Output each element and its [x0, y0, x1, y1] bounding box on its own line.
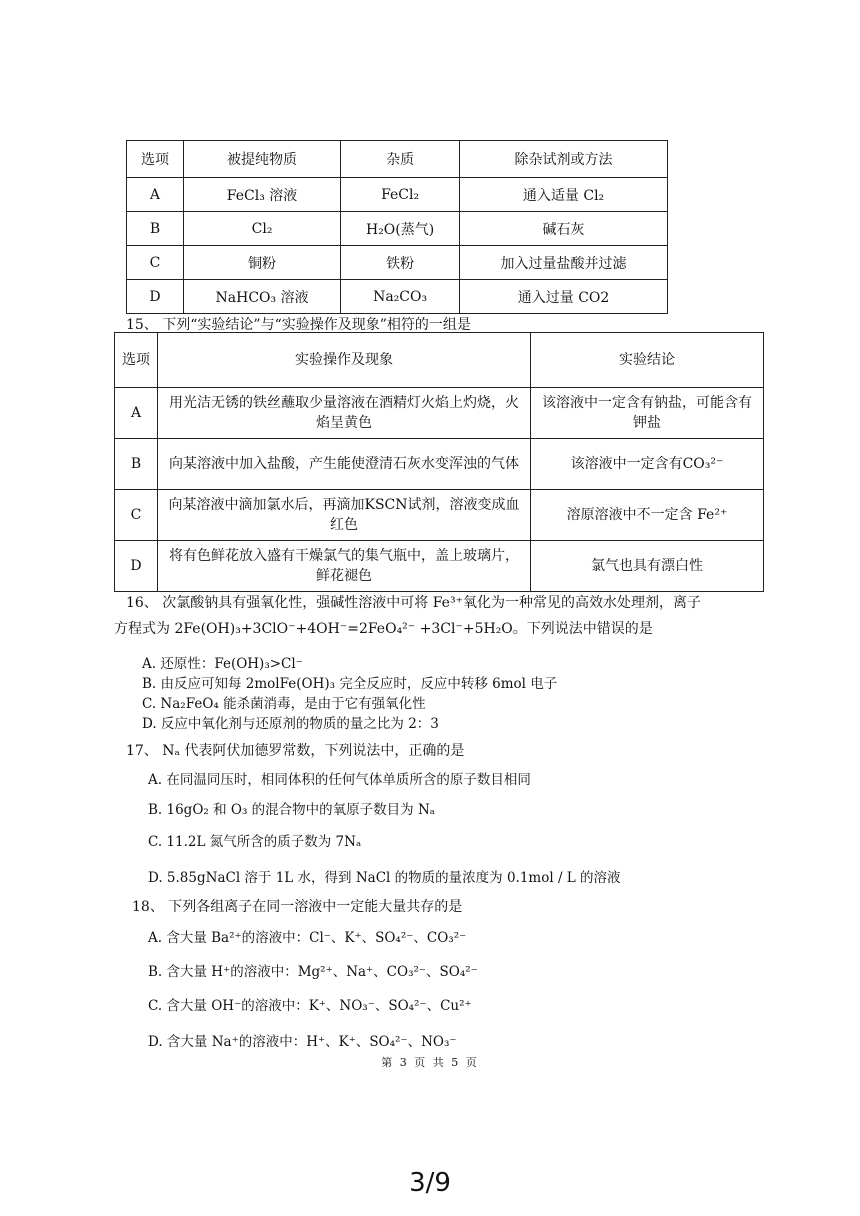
q17-option-a: A. 在同温同压时，相同体积的任何气体单质所含的原子数目相同: [148, 772, 531, 788]
table-cell: Cl₂: [183, 212, 340, 246]
table-cell: B: [115, 439, 158, 490]
table-cell: B: [127, 212, 184, 246]
q16-stem-line1: 16、 次氯酸钠具有强氧化性，强碱性溶液中可将 Fe³⁺氧化为一种常见的高效水处理剂，离子: [126, 595, 701, 611]
table-header-cell: 实验操作及现象: [158, 333, 531, 388]
table-cell: 该溶液中一定含有钠盐，可能含有钾盐: [531, 388, 764, 439]
table-cell: A: [115, 388, 158, 439]
table-cell: A: [127, 178, 184, 212]
q16-stem-line2: 方程式为 2Fe(OH)₃+3ClO⁻+4OH⁻=2FeO₄²⁻ +3Cl⁻+5H₂O。下列说法中错误的是: [114, 621, 653, 637]
table-row: [127, 178, 668, 212]
table-cell: 加入过量盐酸并过滤: [460, 246, 668, 280]
table-row: [127, 280, 668, 314]
q17-option-c: C. 11.2L 氮气所含的质子数为 7Nₐ: [148, 834, 362, 850]
table-cell: 碱石灰: [460, 212, 668, 246]
table-cell: FeCl₂: [341, 178, 460, 212]
table-cell: 铜粉: [183, 246, 340, 280]
table-cell: H₂O(蒸气): [341, 212, 460, 246]
table-row: [115, 439, 764, 490]
q17-stem: 17、 Nₐ 代表阿伏加德罗常数，下列说法中，正确的是: [126, 743, 465, 759]
table-cell: 将有色鲜花放入盛有干燥氯气的集气瓶中，盖上玻璃片，鲜花褪色: [158, 541, 531, 592]
q18-option-d: D. 含大量 Na⁺的溶液中：H⁺、K⁺、SO₄²⁻、NO₃⁻: [148, 1034, 457, 1050]
table-header-row: [127, 141, 668, 178]
table-cell: 溶原溶液中不一定含 Fe²⁺: [531, 490, 764, 541]
table-header-cell: 实验结论: [531, 333, 764, 388]
table-row: [127, 246, 668, 280]
page-label: 第 3 页 共 5 页: [381, 1056, 479, 1069]
table-cell: 向某溶液中滴加氯水后，再滴加KSCN试剂，溶液变成血红色: [158, 490, 531, 541]
table-cell: 通入适量 Cl₂: [460, 178, 668, 212]
q18-stem: 18、 下列各组离子在同一溶液中一定能大量共存的是: [132, 899, 463, 915]
table-header-cell: 除杂试剂或方法: [460, 141, 668, 178]
table-header-cell: 选项: [127, 141, 184, 178]
q18-option-c: C. 含大量 OH⁻的溶液中：K⁺、NO₃⁻、SO₄²⁻、Cu²⁺: [148, 998, 472, 1014]
table-cell: 用光洁无锈的铁丝蘸取少量溶液在酒精灯火焰上灼烧，火焰呈黄色: [158, 388, 531, 439]
table-cell: 铁粉: [341, 246, 460, 280]
page-number: 3/9: [409, 1168, 451, 1198]
table-cell: NaHCO₃ 溶液: [183, 280, 340, 314]
q16-option-d: D. 反应中氧化剂与还原剂的物质的量之比为 2：3: [142, 716, 439, 732]
table-header-row: [115, 333, 764, 388]
table-header-cell: 被提纯物质: [183, 141, 340, 178]
q16-option-c: C. Na₂FeO₄ 能杀菌消毒，是由于它有强氧化性: [142, 696, 426, 712]
q18-option-a: A. 含大量 Ba²⁺的溶液中：Cl⁻、K⁺、SO₄²⁻、CO₃²⁻: [148, 930, 467, 946]
q16-option-b: B. 由反应可知每 2molFe(OH)₃ 完全反应时，反应中转移 6mol 电子: [142, 676, 558, 692]
table-cell: Na₂CO₃: [341, 280, 460, 314]
table-cell: D: [127, 280, 184, 314]
table-cell: D: [115, 541, 158, 592]
table-cell: 通入过量 CO2: [460, 280, 668, 314]
table-row: [115, 388, 764, 439]
table-header-cell: 杂质: [341, 141, 460, 178]
table-cell: 向某溶液中加入盐酸，产生能使澄清石灰水变浑浊的气体: [158, 439, 531, 490]
q16-option-a: A. 还原性：Fe(OH)₃>Cl⁻: [142, 656, 303, 672]
experiment-table: [114, 332, 764, 592]
table-header-cell: 选项: [115, 333, 158, 388]
q17-option-d: D. 5.85gNaCl 溶于 1L 水，得到 NaCl 的物质的量浓度为 0.1mol / L 的溶液: [148, 870, 621, 886]
table-cell: C: [115, 490, 158, 541]
purification-table: [126, 140, 668, 314]
table-cell: 该溶液中一定含有CO₃²⁻: [531, 439, 764, 490]
table-cell: FeCl₃ 溶液: [183, 178, 340, 212]
table-cell: C: [127, 246, 184, 280]
table-row: [115, 490, 764, 541]
q18-option-b: B. 含大量 H⁺的溶液中：Mg²⁺、Na⁺、CO₃²⁻、SO₄²⁻: [148, 964, 478, 980]
q17-option-b: B. 16gO₂ 和 O₃ 的混合物中的氧原子数目为 Nₐ: [148, 802, 435, 818]
q15-stem: 15、 下列“实验结论”与“实验操作及现象”相符的一组是: [126, 317, 471, 333]
table-row: [115, 541, 764, 592]
table-cell: 氯气也具有漂白性: [531, 541, 764, 592]
table-row: [127, 212, 668, 246]
